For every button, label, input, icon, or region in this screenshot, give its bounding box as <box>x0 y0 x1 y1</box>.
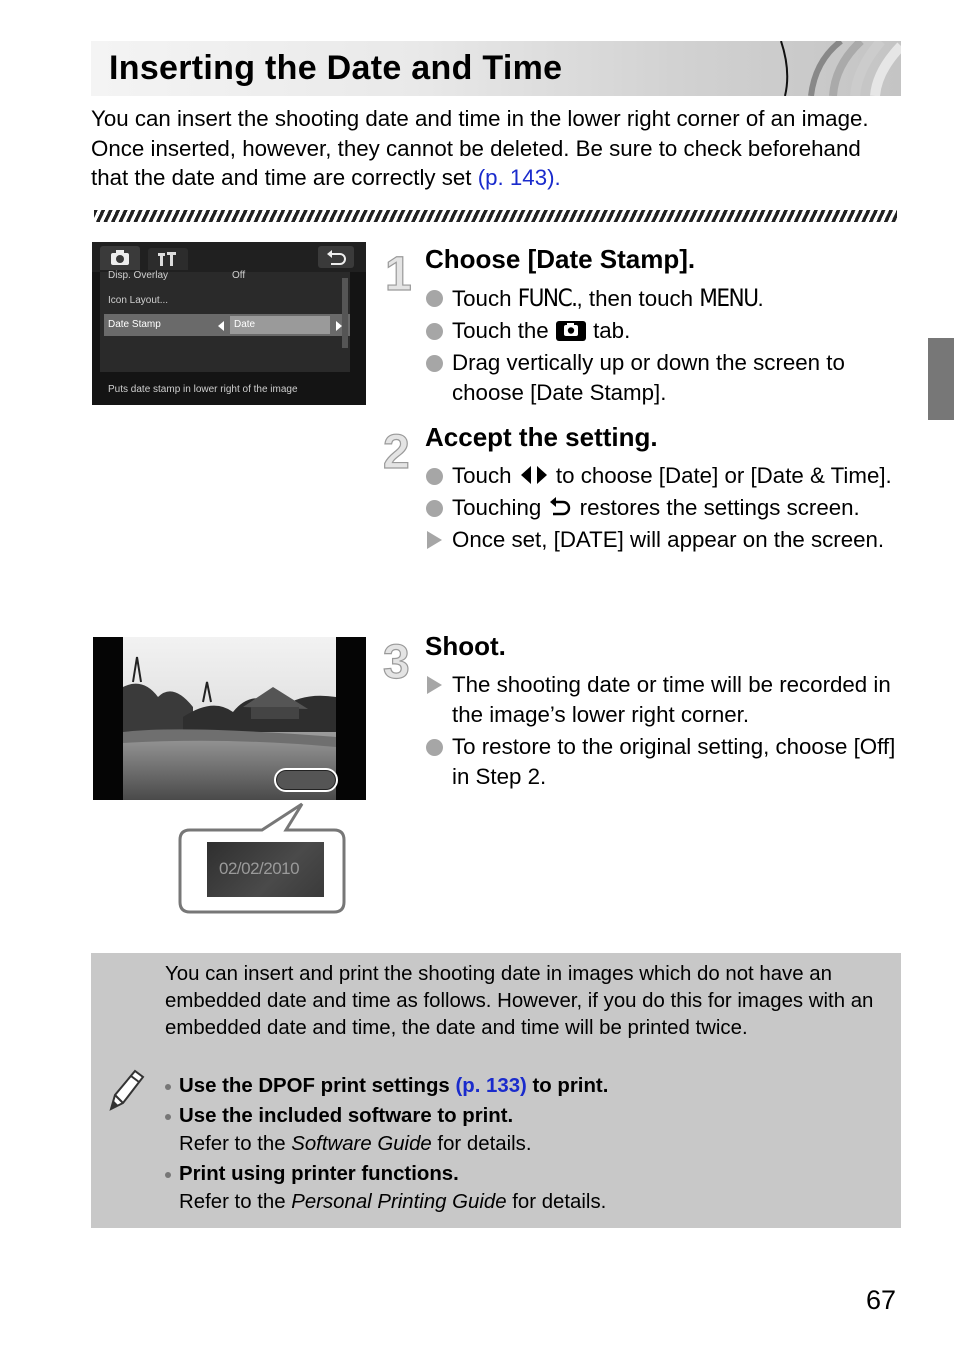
intro-text: You can insert the shooting date and time in the lower right corner of an image. Once inserted, however, they cannot be deleted. Be sure to check beforehand that the date and time are correctly set <box>91 106 869 190</box>
step-1-bullet-3 <box>425 348 903 408</box>
note-item-title: Print using printer functions. <box>179 1163 459 1185</box>
return-arrow-icon <box>547 496 573 518</box>
bullet-text: restores the settings screen. <box>573 495 860 520</box>
bullet-text: The shooting date or time will be recorded in the image’s lower right corner. <box>452 672 891 727</box>
note-sub-text: for details. <box>506 1191 607 1213</box>
note-dpof-page-link[interactable]: (p. 133) <box>455 1075 527 1097</box>
bullet-text: Touch <box>452 286 518 311</box>
note-item-software <box>161 1102 881 1158</box>
camera-shooting-screen <box>93 637 366 800</box>
setup-tab <box>148 248 188 270</box>
step-3-number <box>381 636 417 689</box>
step-2-numeral: 2 <box>383 426 410 479</box>
note-bullet-dot <box>165 1114 171 1120</box>
bullet-text: Drag vertically up or down the screen to choose [Date Stamp]. <box>452 350 845 405</box>
step-3-bullets <box>425 670 903 794</box>
note-sub-text: Refer to the <box>179 1133 292 1155</box>
note-sub-text: for details. <box>431 1133 532 1155</box>
screen-help-text: Puts date stamp in lower right of the image <box>108 384 298 395</box>
date-stamp-indicator <box>274 768 338 792</box>
func-button-label: FUNC. <box>517 284 577 312</box>
bullet-circle-icon <box>426 290 443 307</box>
camera-menu-screen <box>92 242 366 405</box>
step-1-bullet-2 <box>425 316 903 346</box>
screen-row-icon-layout: Icon Layout... <box>108 295 169 306</box>
bullet-text: tab. <box>586 318 631 343</box>
software-guide-title: Software Guide <box>291 1133 432 1155</box>
result-triangle-icon <box>427 531 442 549</box>
camera-icon <box>100 246 140 270</box>
bullet-text: Touch <box>452 463 518 488</box>
date-stamp-text: 02/02/2010 <box>219 859 300 878</box>
bullet-circle-icon <box>426 323 443 340</box>
note-bullet-dot <box>165 1172 171 1178</box>
screen-left-arrow-icon <box>217 320 225 332</box>
intro-end: . <box>554 165 561 190</box>
return-icon <box>318 246 354 268</box>
step-3-numeral: 3 <box>383 636 410 689</box>
shooting-tab <box>100 246 140 270</box>
note-item-dpof <box>161 1072 881 1100</box>
note-item-title: Use the included software to print. <box>179 1105 514 1127</box>
left-right-arrows-icon <box>518 464 550 486</box>
step-2-numeral-graphic <box>381 426 417 479</box>
result-triangle-icon <box>427 676 442 694</box>
step-2-bullets <box>425 461 903 557</box>
hatched-divider <box>94 210 897 222</box>
step-1-title: Choose [Date Stamp]. <box>425 244 696 274</box>
step-1-numeral: 1 <box>385 248 412 301</box>
step-1-number <box>381 248 417 301</box>
bullet-text: to choose [Date] or [Date & Time]. <box>555 463 892 488</box>
bullet-text: Touching <box>452 495 548 520</box>
note-item-printer <box>161 1160 881 1216</box>
screen-back-button <box>318 246 354 268</box>
note-sub-text: Refer to the <box>179 1191 292 1213</box>
note-paragraph: You can insert and print the shooting date in images which do not have an embedded date and time as follows. However, if you do this for images with an embedded date and time, the date and time will be printed twice. <box>165 963 874 1039</box>
step-3-bullet-1 <box>425 670 903 730</box>
step-3-bullet-2 <box>425 732 903 792</box>
page-title: Inserting the Date and Time <box>109 49 563 87</box>
bullet-text: Touch the <box>452 318 555 343</box>
step-3-title: Shoot. <box>425 631 506 661</box>
menu-button-label: MENU <box>699 284 758 312</box>
pencil-icon <box>105 1065 145 1115</box>
intro-page-link[interactable]: (p. 143) <box>477 165 555 190</box>
screen-date-stamp-value: Date <box>234 319 256 330</box>
bullet-text: . <box>757 286 764 311</box>
step-2-bullet-3 <box>425 525 903 555</box>
note-item-sub <box>161 1188 881 1216</box>
tools-icon <box>148 248 188 270</box>
step-1-bullet-1 <box>425 283 903 314</box>
step-2-bullet-2 <box>425 493 903 523</box>
intro-paragraph <box>91 104 901 193</box>
printing-guide-title: Personal Printing Guide <box>291 1191 507 1213</box>
bullet-text: Once set, [DATE] will appear on the screen. <box>452 527 885 552</box>
camera-tab-icon <box>555 319 587 341</box>
bullet-circle-icon <box>426 739 443 756</box>
step-2-title: Accept the setting. <box>425 422 658 452</box>
note-box <box>91 953 901 1228</box>
bullet-circle-icon <box>426 355 443 372</box>
note-bullet-dot <box>165 1084 171 1090</box>
bullet-text: , then touch <box>576 286 700 311</box>
zoomed-date-stamp <box>207 842 324 897</box>
step-3-numeral-graphic <box>381 636 417 689</box>
title-bar <box>91 41 901 96</box>
side-thumb-tab <box>928 338 954 420</box>
step-1-bullets <box>425 283 903 410</box>
bullet-text: To restore to the original setting, choose [Off] in Step 2. <box>452 734 896 789</box>
screen-scrollbar <box>342 278 348 348</box>
screen-row-date-stamp: Date Stamp <box>108 319 161 330</box>
title-decoration-arcs <box>771 41 901 96</box>
note-item-text: Use the DPOF print settings <box>179 1075 456 1097</box>
step-2-bullet-1 <box>425 461 903 491</box>
bullet-circle-icon <box>426 468 443 485</box>
step-2-number <box>381 426 417 479</box>
page-number: 67 <box>866 1285 897 1315</box>
screen-row-disp-overlay: Disp. Overlay <box>108 270 169 281</box>
bullet-circle-icon <box>426 500 443 517</box>
screen-row-disp-overlay-value: Off <box>232 270 246 281</box>
note-item-text: to print. <box>526 1075 609 1097</box>
note-item-sub <box>161 1130 881 1158</box>
step-1-numeral-graphic <box>381 248 417 301</box>
